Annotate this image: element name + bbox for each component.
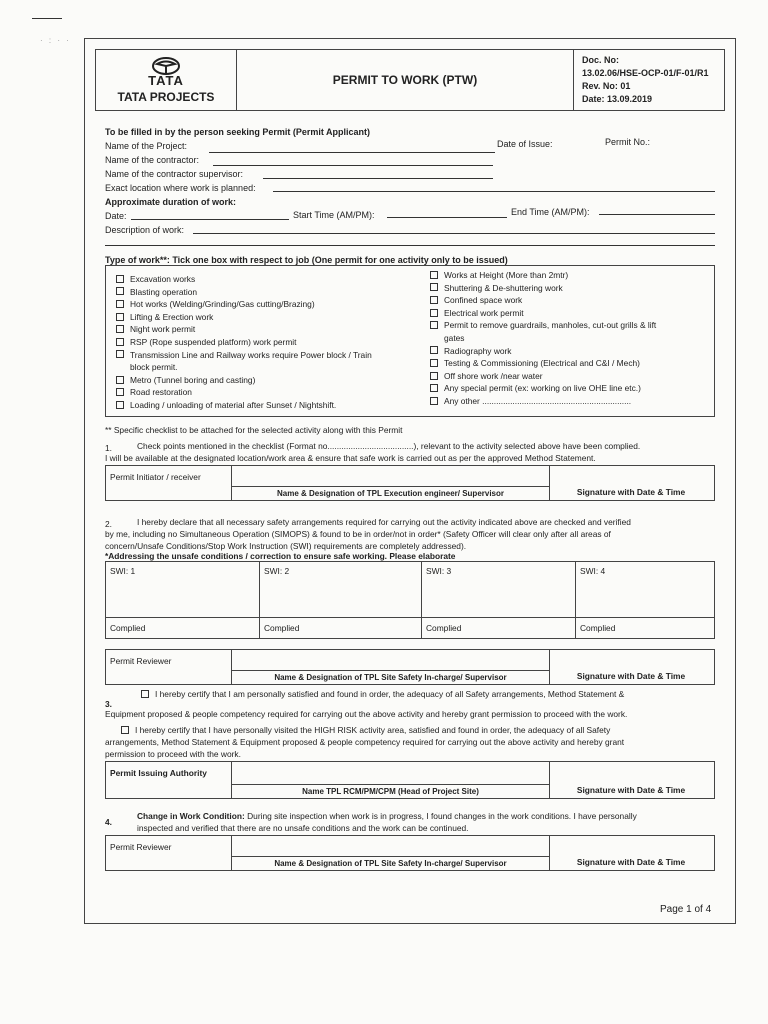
checkbox[interactable] bbox=[116, 287, 124, 295]
section3-para1-line1 bbox=[141, 689, 624, 699]
work-type-right-list bbox=[430, 270, 656, 409]
work-type-option[interactable] bbox=[116, 387, 372, 400]
work-type-left-list bbox=[116, 274, 372, 413]
work-type-label: Testing & Commissioning (Electrical and C&I / Mech) bbox=[444, 358, 640, 369]
section4-signature-caption: Signature with Date & Time bbox=[576, 857, 686, 867]
section4-number: 4. bbox=[105, 817, 112, 827]
section2-signature-row bbox=[105, 649, 715, 685]
section3-signature-caption: Signature with Date & Time bbox=[576, 785, 686, 795]
work-type-option[interactable] bbox=[116, 299, 372, 312]
section3-para2-line3: permission to proceed with the work. bbox=[105, 749, 241, 759]
work-type-label: Shuttering & De-shuttering work bbox=[444, 282, 563, 293]
section2-text-line3: concern/Unsafe Conditions/Stop Work Instruction (SWI) requirements are completely addressed). bbox=[105, 541, 467, 551]
swi-cell-1[interactable] bbox=[106, 562, 260, 638]
swi-cell-3[interactable] bbox=[422, 562, 576, 638]
section1-number: 1. bbox=[105, 443, 112, 453]
section2-name-cell[interactable] bbox=[232, 650, 550, 684]
section3-number: 3. bbox=[105, 699, 112, 709]
work-type-option[interactable] bbox=[430, 346, 656, 359]
work-type-label: Hot works (Welding/Grinding/Gas cutting/Brazing) bbox=[130, 299, 315, 310]
swi-status: Complied bbox=[264, 623, 300, 633]
work-type-option[interactable] bbox=[116, 274, 372, 287]
section1-signature-cell[interactable] bbox=[548, 466, 714, 500]
swi-table bbox=[105, 561, 715, 639]
section4-role: Permit Reviewer bbox=[106, 836, 232, 870]
work-type-option[interactable] bbox=[430, 383, 656, 396]
logo-text-tata: TATA bbox=[148, 72, 184, 88]
work-type-label: RSP (Rope suspended platform) work permit bbox=[130, 336, 297, 347]
section2-signature-caption: Signature with Date & Time bbox=[576, 671, 686, 681]
work-type-option[interactable] bbox=[430, 283, 656, 296]
checkbox[interactable] bbox=[430, 321, 438, 329]
swi-status: Complied bbox=[426, 623, 462, 633]
project-field[interactable] bbox=[209, 152, 495, 153]
contractor-field[interactable] bbox=[213, 165, 493, 166]
work-type-label: Electrical work permit bbox=[444, 307, 524, 318]
checkbox[interactable] bbox=[430, 283, 438, 291]
section1-text-line2: I will be available at the designated location/work area & ensure that safe work is carried out as per the approved Method Statement. bbox=[105, 453, 596, 463]
section2-text-line2: by me, including no Simultaneous Operation (SIMOPS) & found to be in order/not in order* (Safety Officer will clear only after all areas of bbox=[105, 529, 611, 539]
scan-artifact-line bbox=[32, 18, 62, 19]
section4-name-cell[interactable] bbox=[232, 836, 550, 870]
checkbox[interactable] bbox=[430, 372, 438, 380]
permit-no-label: Permit No.: bbox=[605, 137, 651, 147]
date-field[interactable] bbox=[131, 219, 289, 220]
section4-signature-cell[interactable] bbox=[548, 836, 714, 870]
checkbox[interactable] bbox=[116, 275, 124, 283]
checkbox[interactable] bbox=[116, 300, 124, 308]
section1-name-caption: Name & Designation of TPL Execution engineer/ Supervisor bbox=[276, 489, 504, 498]
end-time-label: End Time (AM/PM): bbox=[511, 207, 590, 217]
work-type-label: Off shore work /near water bbox=[444, 370, 543, 381]
checkbox[interactable] bbox=[116, 376, 124, 384]
work-type-label: block permit. bbox=[130, 362, 178, 373]
work-type-option[interactable] bbox=[116, 337, 372, 350]
section3-name-cell[interactable] bbox=[232, 762, 550, 798]
work-type-option[interactable] bbox=[116, 312, 372, 325]
work-type-label: Radiography work bbox=[444, 345, 512, 356]
section2-number: 2. bbox=[105, 519, 112, 529]
supervisor-field[interactable] bbox=[263, 178, 493, 179]
page-number: Page 1 of 4 bbox=[660, 904, 712, 915]
section4-text-line2: inspected and verified that there are no unsafe conditions and the work can be continued. bbox=[137, 823, 469, 833]
checkbox[interactable] bbox=[430, 397, 438, 405]
section3-para2-text: I hereby certify that I have personally visited the HIGH RISK activity area, satisfied and found in order, the adequacy of all Safety bbox=[135, 725, 611, 735]
section1-text-line1: Check points mentioned in the checklist (Format no.....................................), relevant to the activity selected above have been complied. bbox=[137, 441, 641, 451]
section2-text-line4: *Addressing the unsafe conditions / correction to ensure safe working. Please elaborate bbox=[105, 551, 456, 561]
section4-signature-row bbox=[105, 835, 715, 871]
section1-signature-caption: Signature with Date & Time bbox=[576, 487, 686, 497]
swi-label: SWI: 1 bbox=[110, 566, 136, 576]
section3-para1-line2: Equipment proposed & people competency required for carrying out the above activity and hereby grant permission to proceed with the work. bbox=[105, 709, 628, 719]
checkbox[interactable] bbox=[116, 325, 124, 333]
section4-title: Change in Work Condition: bbox=[137, 811, 245, 821]
rev-no: Rev. No: 01 bbox=[582, 81, 631, 91]
logo-text-tata-projects: TATA PROJECTS bbox=[117, 89, 215, 104]
work-type-option[interactable] bbox=[430, 396, 656, 409]
end-time-field[interactable] bbox=[599, 214, 715, 215]
work-type-label: Excavation works bbox=[130, 274, 196, 284]
project-label: Name of the Project: bbox=[105, 141, 188, 151]
form-header bbox=[95, 49, 725, 111]
checkbox[interactable] bbox=[430, 309, 438, 317]
start-time-field[interactable] bbox=[387, 217, 507, 218]
work-type-heading: Type of work**: Tick one box with respect to job (One permit for one activity only to be issued) bbox=[105, 255, 508, 265]
section3-signature-row bbox=[105, 761, 715, 799]
section1-name-cell[interactable] bbox=[232, 466, 550, 500]
duration-label: Approximate duration of work: bbox=[105, 197, 237, 207]
applicant-heading: To be filled in by the person seeking Permit (Permit Applicant) bbox=[105, 127, 371, 137]
swi-label: SWI: 2 bbox=[264, 566, 290, 576]
work-type-option bbox=[430, 333, 656, 346]
work-type-label: Night work permit bbox=[130, 324, 196, 335]
work-type-option[interactable] bbox=[430, 320, 656, 333]
checkbox[interactable] bbox=[116, 401, 124, 409]
work-type-option bbox=[116, 362, 372, 375]
checkbox[interactable] bbox=[430, 359, 438, 367]
permit-form bbox=[84, 38, 736, 924]
section3-para1-text: I hereby certify that I am personally satisfied and found in order, the adequacy of all Safety arrangements, Method Statement & bbox=[155, 689, 625, 699]
section3-role: Permit Issuing Authority bbox=[106, 762, 232, 798]
description-label: Description of work: bbox=[105, 225, 185, 235]
work-type-label: Loading / unloading of material after Sunset / Nightshift. bbox=[130, 399, 337, 410]
location-label: Exact location where work is planned: bbox=[105, 183, 256, 193]
section3-para2-line1 bbox=[121, 725, 610, 735]
work-type-label: Road restoration bbox=[130, 387, 192, 398]
work-type-label: Any other ................................................................ bbox=[444, 395, 632, 406]
work-type-option[interactable] bbox=[116, 324, 372, 337]
work-type-label: Permit to remove guardrails, manholes, cut-out grills & lift bbox=[444, 320, 657, 331]
form-title: PERMIT TO WORK (PTW) bbox=[237, 50, 574, 110]
section3-checkbox-1[interactable] bbox=[141, 690, 149, 698]
description-field[interactable] bbox=[193, 233, 715, 234]
supervisor-label: Name of the contractor supervisor: bbox=[105, 169, 244, 179]
swi-cell-4[interactable] bbox=[576, 562, 714, 638]
work-type-label: Works at Height (More than 2mtr) bbox=[444, 270, 569, 280]
section2-text-line1: I hereby declare that all necessary safety arrangements required for carrying out the activity indicated above are checked and verified bbox=[137, 517, 631, 527]
section3-checkbox-2[interactable] bbox=[121, 726, 129, 734]
date-label: Date: bbox=[105, 211, 127, 221]
date-of-issue-label: Date of Issue: bbox=[497, 139, 553, 149]
description-field-line2[interactable] bbox=[105, 245, 715, 246]
doc-info bbox=[574, 50, 724, 110]
work-type-option[interactable] bbox=[116, 350, 372, 363]
work-type-box bbox=[105, 265, 715, 417]
work-type-option[interactable] bbox=[430, 371, 656, 384]
checkbox[interactable] bbox=[116, 313, 124, 321]
swi-label: SWI: 4 bbox=[580, 566, 606, 576]
swi-status: Complied bbox=[580, 623, 616, 633]
swi-status: Complied bbox=[110, 623, 146, 633]
work-type-option[interactable] bbox=[116, 400, 372, 413]
section4-name-caption: Name & Designation of TPL Site Safety In-charge/ Supervisor bbox=[274, 859, 507, 868]
location-field[interactable] bbox=[273, 191, 715, 192]
work-type-option[interactable] bbox=[116, 375, 372, 388]
checkbox[interactable] bbox=[116, 388, 124, 396]
work-type-label: Transmission Line and Railway works require Power block / Train bbox=[130, 349, 372, 360]
doc-no-label: Doc. No: bbox=[582, 55, 619, 65]
work-type-label: Lifting & Erection work bbox=[130, 311, 214, 322]
work-type-option[interactable] bbox=[430, 295, 656, 308]
section2-signature-cell[interactable] bbox=[548, 650, 714, 684]
section3-name-caption: Name TPL RCM/PM/CPM (Head of Project Site) bbox=[302, 787, 479, 796]
work-type-option[interactable] bbox=[430, 308, 656, 321]
checkbox[interactable] bbox=[430, 346, 438, 354]
checkbox[interactable] bbox=[430, 271, 438, 279]
start-time-label: Start Time (AM/PM): bbox=[293, 210, 375, 220]
work-type-label: Any special permit (ex: working on live OHE line etc.) bbox=[444, 383, 641, 394]
contractor-label: Name of the contractor: bbox=[105, 155, 200, 165]
work-type-label: gates bbox=[444, 332, 465, 343]
section3-para2-line2: arrangements, Method Statement & Equipment proposed & people competency required for carrying out the above activity and hereby grant bbox=[105, 737, 625, 747]
work-type-option[interactable] bbox=[116, 287, 372, 300]
section1-signature-row bbox=[105, 465, 715, 501]
work-type-option[interactable] bbox=[430, 270, 656, 283]
section4-line1 bbox=[137, 811, 637, 821]
section2-role: Permit Reviewer bbox=[106, 650, 232, 684]
section1-role: Permit Initiator / receiver bbox=[106, 466, 232, 500]
doc-no-value: 13.02.06/HSE-OCP-01/F-01/R1 bbox=[582, 68, 709, 78]
section2-name-caption: Name & Designation of TPL Site Safety In-charge/ Supervisor bbox=[274, 673, 507, 682]
checkbox[interactable] bbox=[116, 350, 124, 358]
section4-text-line1: During site inspection when work is in progress, I found changes in the work conditions. I have personally bbox=[247, 811, 637, 821]
section3-signature-cell[interactable] bbox=[548, 762, 714, 798]
checkbox[interactable] bbox=[430, 296, 438, 304]
work-type-label: Blasting operation bbox=[130, 286, 198, 297]
scan-artifact-dots: · : · · bbox=[40, 36, 71, 45]
logo bbox=[96, 50, 237, 110]
checkbox[interactable] bbox=[430, 384, 438, 392]
swi-label: SWI: 3 bbox=[426, 566, 452, 576]
work-type-label: Metro (Tunnel boring and casting) bbox=[130, 374, 256, 385]
doc-date: Date: 13.09.2019 bbox=[582, 94, 653, 104]
checklist-note: ** Specific checklist to be attached for the selected activity along with this Permit bbox=[105, 425, 403, 435]
work-type-label: Confined space work bbox=[444, 295, 523, 306]
work-type-option[interactable] bbox=[430, 358, 656, 371]
checkbox[interactable] bbox=[116, 338, 124, 346]
swi-cell-2[interactable] bbox=[260, 562, 422, 638]
